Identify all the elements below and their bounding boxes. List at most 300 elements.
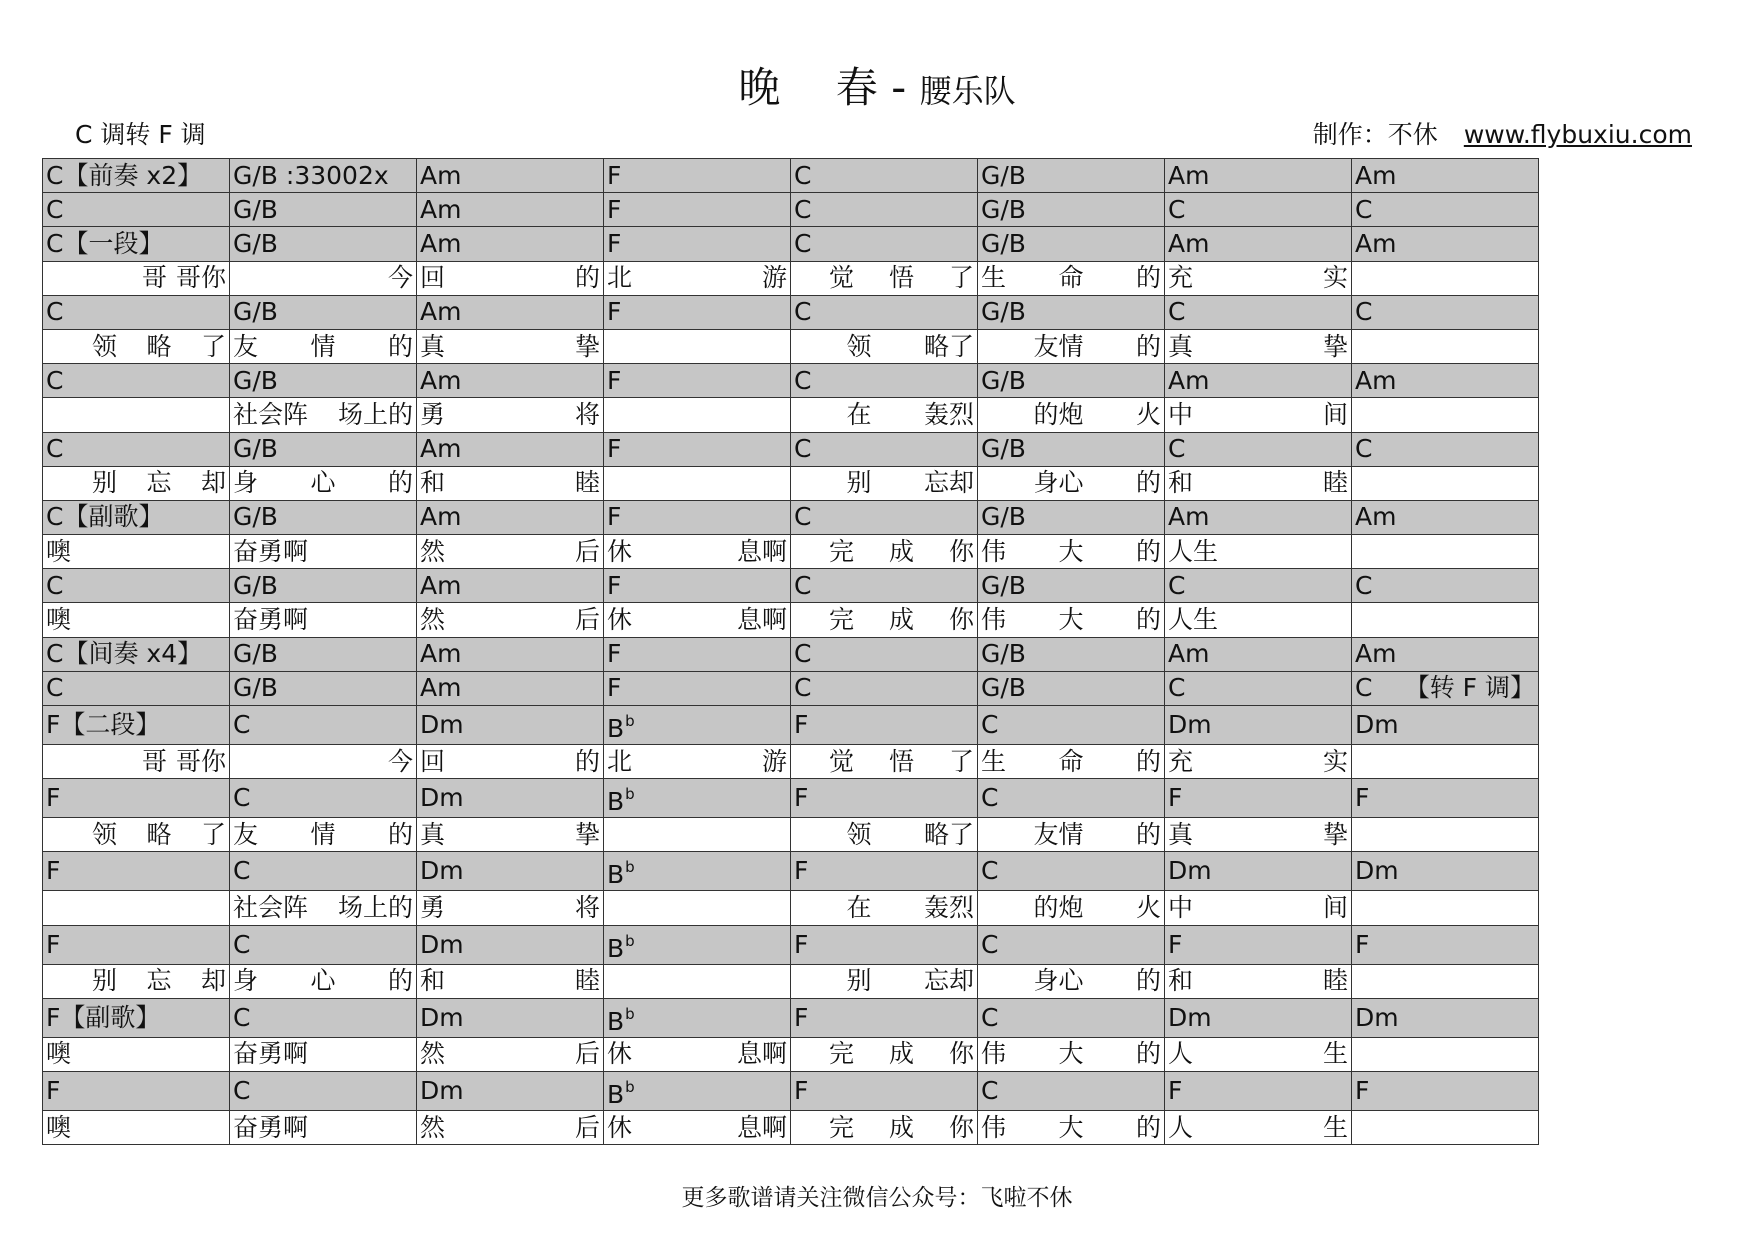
chord-label: F (46, 1075, 61, 1105)
lyric-words (607, 263, 787, 293)
lyric-word: 场上的 (337, 892, 413, 922)
lyric-word: 领 (846, 819, 872, 849)
chord-label: F (46, 783, 61, 813)
chord-label: F (46, 929, 61, 959)
chord-cell (978, 852, 1165, 891)
lyric-word: 伟 (981, 1112, 1007, 1142)
chord-cell (604, 1071, 791, 1110)
chord-cell (417, 637, 604, 671)
chord-cell (230, 1071, 417, 1110)
chord-label: C (46, 434, 64, 464)
chord-cell (43, 671, 230, 705)
lyric-cell (230, 745, 417, 779)
chord-cell (230, 569, 417, 603)
lyric-word: 挚 (574, 819, 600, 849)
lyric-cell (417, 818, 604, 852)
chord-label: G/B (981, 639, 1026, 669)
lyric-words (607, 537, 787, 567)
lyric-cell (1165, 603, 1352, 637)
lyric-cell (791, 1110, 978, 1144)
lyric-word: 大 (1058, 1112, 1084, 1142)
chord-cell (43, 779, 230, 818)
lyric-word: 实 (1322, 746, 1348, 776)
chord-label: Am (420, 570, 462, 600)
lyric-word: 的 (1135, 966, 1161, 996)
lyric-cell (1352, 818, 1539, 852)
lyric-words (794, 1039, 974, 1069)
chord-cell (791, 852, 978, 891)
chord-row (43, 1071, 1539, 1110)
chord-cell (604, 159, 791, 193)
chord-label: F (1168, 929, 1183, 959)
lyric-cell (1165, 1037, 1352, 1071)
lyric-word: 和 (1168, 966, 1194, 996)
lyric-cell (230, 818, 417, 852)
lyric-row (43, 535, 1539, 569)
lyric-cell (978, 466, 1165, 500)
lyric-cell (417, 398, 604, 432)
lyric-cell (417, 745, 604, 779)
chord-label: F (794, 929, 809, 959)
lyric-word: 哥你 (175, 263, 226, 293)
lyric-cell (791, 329, 978, 363)
lyric-cell (1165, 466, 1352, 500)
chord-label: F (1355, 783, 1370, 813)
lyric-word: 友 (233, 819, 259, 849)
chord-label: G/B (981, 160, 1026, 190)
lyric-word: 的 (1135, 605, 1161, 635)
lyric-word: 人生 (1168, 536, 1219, 566)
lyric-words (1168, 1039, 1348, 1069)
lyric-cell (1352, 398, 1539, 432)
lyric-words (420, 820, 600, 850)
lyric-word: 的 (387, 468, 413, 498)
lyric-cell (43, 964, 230, 998)
lyric-word: 真 (420, 331, 446, 361)
chord-label: F【副歌】 (46, 1002, 161, 1032)
lyric-word: 火 (1135, 892, 1161, 922)
lyric-words (46, 966, 226, 996)
chord-label: C (233, 1075, 251, 1105)
chord-cell (43, 925, 230, 964)
lyric-cell (604, 1037, 791, 1071)
chord-row (43, 364, 1539, 398)
lyric-words (794, 747, 974, 777)
lyric-word: 了 (948, 263, 974, 293)
chord-label: C【前奏 x2】 (46, 160, 203, 190)
chord-label: G/B (233, 673, 278, 703)
chord-label: G/B (981, 434, 1026, 464)
lyric-row (43, 466, 1539, 500)
lyric-words (607, 605, 787, 635)
lyric-word: 大 (1058, 1039, 1084, 1069)
chord-cell (417, 364, 604, 398)
credit-author: 制作：不休 (1312, 120, 1438, 149)
chord-cell (604, 569, 791, 603)
lyric-cell (1352, 535, 1539, 569)
lyric-word: 挚 (1322, 331, 1348, 361)
chord-cell (791, 159, 978, 193)
lyric-words (794, 966, 974, 996)
lyric-words (233, 1113, 413, 1143)
chord-cell (417, 569, 604, 603)
chord-label: Am (1168, 502, 1210, 532)
lyric-cell (1352, 1110, 1539, 1144)
chord-cell (604, 779, 791, 818)
chord-cell (791, 227, 978, 261)
chord-cell (604, 500, 791, 534)
chord-label: Am (420, 673, 462, 703)
lyric-word: 你 (948, 536, 974, 566)
lyric-words (981, 605, 1161, 635)
lyric-word: 息啊 (736, 536, 787, 566)
lyric-word: 实 (1322, 263, 1348, 293)
chord-label: C (46, 673, 64, 703)
lyric-word: 充 (1168, 746, 1194, 776)
chord-cell (791, 1071, 978, 1110)
chord-cell (978, 227, 1165, 261)
lyric-words (420, 893, 600, 923)
lyric-row (43, 261, 1539, 295)
lyric-words (420, 332, 600, 362)
lyric-word: 回 (420, 263, 446, 293)
lyric-words (420, 966, 600, 996)
chord-label: F (607, 639, 622, 669)
lyric-words (1168, 537, 1348, 567)
chord-label: Am (1168, 639, 1210, 669)
chord-label: Dm (1355, 1002, 1399, 1032)
chord-cell (1352, 779, 1539, 818)
key-change-marker: 【转 F 调】 (1404, 673, 1535, 703)
lyric-word: 友 (233, 331, 259, 361)
lyric-word: 了 (948, 746, 974, 776)
lyric-cell (604, 535, 791, 569)
chord-label: F (607, 228, 622, 258)
chord-cell (604, 852, 791, 891)
lyric-cell (43, 1110, 230, 1144)
lyric-words (46, 468, 226, 498)
lyric-word: 的 (1135, 263, 1161, 293)
lyric-word: 别 (92, 468, 118, 498)
chord-cell (1165, 569, 1352, 603)
lyric-word: 别 (846, 468, 872, 498)
lyric-words (233, 332, 413, 362)
chord-label: C (46, 365, 64, 395)
chord-cell (417, 779, 604, 818)
lyric-cell (604, 1110, 791, 1144)
chord-cell (417, 852, 604, 891)
lyric-word: 悟 (888, 263, 914, 293)
lyric-cell (791, 891, 978, 925)
chord-label: C (1168, 570, 1186, 600)
lyric-word: 奋勇啊 (233, 1112, 309, 1142)
lyric-words (607, 747, 787, 777)
lyric-cell (791, 818, 978, 852)
chord-cell (978, 637, 1165, 671)
lyric-words (794, 820, 974, 850)
lyric-word: 奋勇啊 (233, 536, 309, 566)
chord-cell (1352, 500, 1539, 534)
lyric-word: 在 (846, 399, 872, 429)
lyric-word: 略了 (923, 819, 974, 849)
lyric-cell (230, 329, 417, 363)
chord-label: G/B :33002x (233, 160, 389, 190)
lyric-cell (230, 603, 417, 637)
lyric-cell (791, 535, 978, 569)
chord-label: C (981, 710, 999, 739)
chord-cell (1352, 159, 1539, 193)
chord-label: C (1168, 434, 1186, 464)
lyric-words (981, 1039, 1161, 1069)
chord-label: Am (420, 502, 462, 532)
chord-label: F (794, 1002, 809, 1032)
lyric-cell (230, 964, 417, 998)
lyric-cell (1352, 466, 1539, 500)
lyric-word: 生 (981, 746, 1007, 776)
lyric-cell (1165, 329, 1352, 363)
chord-label: F (607, 365, 622, 395)
lyric-cell (43, 535, 230, 569)
lyric-word: 噢 (46, 1112, 72, 1142)
lyric-word: 的 (387, 819, 413, 849)
chord-label: Am (420, 194, 462, 224)
lyric-word: 睦 (574, 468, 600, 498)
chord-cell (791, 364, 978, 398)
lyric-words (420, 537, 600, 567)
lyric-word: 真 (420, 819, 446, 849)
chord-label: F (607, 502, 622, 532)
lyric-word: 友情 (1033, 819, 1084, 849)
lyric-words (233, 966, 413, 996)
song-title (0, 58, 1754, 121)
chord-cell (791, 500, 978, 534)
lyric-word: 了 (200, 331, 226, 361)
lyric-cell (43, 891, 230, 925)
lyric-word: 息啊 (736, 1112, 787, 1142)
lyric-words (981, 1113, 1161, 1143)
chord-cell (43, 852, 230, 891)
lyric-word: 息啊 (736, 605, 787, 635)
chord-label: Dm (1168, 710, 1212, 739)
lyric-word: 将 (574, 399, 600, 429)
lyric-word: 心 (310, 966, 336, 996)
chord-row (43, 193, 1539, 227)
lyric-word: 忘 (146, 966, 172, 996)
chord-cell (978, 364, 1165, 398)
chord-cell (417, 500, 604, 534)
chord-label: F (1168, 1075, 1183, 1105)
lyric-cell (230, 398, 417, 432)
lyric-cell (43, 1037, 230, 1071)
chord-label: F (46, 856, 61, 886)
lyric-words (1168, 332, 1348, 362)
lyric-word: 后 (574, 605, 600, 635)
lyric-words (1168, 400, 1348, 430)
chord-label: $B^b$ (607, 1077, 635, 1109)
lyric-word: 忘却 (923, 468, 974, 498)
chord-row (43, 569, 1539, 603)
chord-cell (791, 295, 978, 329)
chord-label: F (607, 434, 622, 464)
lyric-word: 勇 (420, 892, 446, 922)
lyric-words (981, 820, 1161, 850)
website-link[interactable]: www.flybuxiu.com (1463, 120, 1692, 149)
lyric-word: 轰烈 (923, 399, 974, 429)
lyric-words (607, 1039, 787, 1069)
lyric-row (43, 1110, 1539, 1144)
lyric-word: 睦 (1322, 966, 1348, 996)
chord-cell (43, 706, 230, 745)
lyric-word: 身 (233, 468, 259, 498)
lyric-word: 伟 (981, 605, 1007, 635)
chord-label: C (233, 856, 251, 886)
lyric-word: 的 (1135, 819, 1161, 849)
chord-label: F (607, 673, 622, 703)
chord-label: Am (420, 228, 462, 258)
lyric-row (43, 891, 1539, 925)
lyric-words (1168, 605, 1348, 635)
chord-cell (417, 295, 604, 329)
lyric-word: 却 (200, 468, 226, 498)
lyric-cell (417, 603, 604, 637)
chord-label: $B^b$ (607, 858, 635, 890)
lyric-words (794, 605, 974, 635)
lyric-word: 然 (420, 1112, 446, 1142)
chord-cell (1352, 1071, 1539, 1110)
chord-cell (1352, 227, 1539, 261)
chord-label: Am (1355, 160, 1397, 190)
lyric-word: 睦 (1322, 468, 1348, 498)
chord-cell (43, 193, 230, 227)
lyric-word: 后 (574, 1112, 600, 1142)
lyric-cell (1352, 329, 1539, 363)
lyric-words (420, 263, 600, 293)
chord-label: C (794, 194, 812, 224)
chord-cell (1352, 925, 1539, 964)
lyric-cell (791, 1037, 978, 1071)
chord-cell (1165, 706, 1352, 745)
lyric-cell (417, 466, 604, 500)
chord-cell (978, 1071, 1165, 1110)
chord-cell (417, 998, 604, 1037)
chord-label: G/B (981, 365, 1026, 395)
lyric-word: 你 (948, 605, 974, 635)
chord-row (43, 159, 1539, 193)
lyric-words (233, 747, 413, 777)
chord-cell (1352, 998, 1539, 1037)
chord-cell (978, 671, 1165, 705)
chord-cell (1352, 193, 1539, 227)
chord-label: C (46, 194, 64, 224)
lyric-word: 社会阵 (233, 399, 309, 429)
chord-label: Am (1168, 228, 1210, 258)
lyric-words (794, 1113, 974, 1143)
lyric-word: 然 (420, 536, 446, 566)
chord-cell (1352, 706, 1539, 745)
lyric-word: 哥 (142, 263, 168, 293)
lyric-word: 奋勇啊 (233, 605, 309, 635)
lyric-word: 成 (888, 536, 914, 566)
chord-label: C【间奏 x4】 (46, 639, 203, 669)
lyric-words (607, 1113, 787, 1143)
lyric-cell (1165, 818, 1352, 852)
chord-label: G/B (233, 297, 278, 327)
chord-cell (43, 569, 230, 603)
lyric-word: 休 (607, 1112, 633, 1142)
lyric-word: 的 (1135, 536, 1161, 566)
chord-cell (230, 852, 417, 891)
lyric-word: 游 (761, 746, 787, 776)
lyric-words (46, 537, 226, 567)
lyric-word: 情 (310, 331, 336, 361)
chord-label: Am (420, 434, 462, 464)
lyric-word: 火 (1135, 399, 1161, 429)
lyric-word: 游 (761, 263, 787, 293)
lyric-row (43, 745, 1539, 779)
chord-cell (978, 998, 1165, 1037)
chord-cell (1165, 193, 1352, 227)
lyric-word: 友情 (1033, 331, 1084, 361)
lyric-word: 完 (828, 1112, 854, 1142)
lyric-word: 却 (200, 966, 226, 996)
chord-cell (604, 227, 791, 261)
lyric-cell (417, 535, 604, 569)
title-text: 晚 春 (738, 63, 878, 112)
chord-label: Am (420, 365, 462, 395)
lyric-cell (1165, 964, 1352, 998)
chord-cell (417, 159, 604, 193)
chord-cell (230, 637, 417, 671)
chord-label: Am (1355, 639, 1397, 669)
lyric-words (1168, 966, 1348, 996)
lyric-word: 北 (607, 263, 633, 293)
chord-label: C (233, 1002, 251, 1032)
chord-cell (43, 295, 230, 329)
lyric-word: 真 (1168, 819, 1194, 849)
lyric-word: 略了 (923, 331, 974, 361)
lyric-word: 略 (146, 819, 172, 849)
lyric-cell (417, 1037, 604, 1071)
lyric-word: 的 (574, 263, 600, 293)
lyric-cell (604, 398, 791, 432)
chord-cell (978, 295, 1165, 329)
chord-cell (1165, 671, 1352, 705)
lyric-word: 勇 (420, 399, 446, 429)
chord-cell (978, 706, 1165, 745)
lyric-cell (604, 891, 791, 925)
lyric-cell (417, 329, 604, 363)
chord-cell (1352, 364, 1539, 398)
chord-label: C (981, 1075, 999, 1105)
chord-label: C (1355, 434, 1373, 464)
chord-cell (978, 569, 1165, 603)
chord-cell (43, 364, 230, 398)
chord-label: G/B (233, 228, 278, 258)
chord-cell (791, 779, 978, 818)
lyric-word: 命 (1058, 746, 1084, 776)
chord-label: G/B (233, 570, 278, 600)
chord-cell (604, 925, 791, 964)
lyric-word: 息啊 (736, 1039, 787, 1069)
lyric-word: 的 (1135, 746, 1161, 776)
lyric-cell (978, 745, 1165, 779)
lyric-words (794, 893, 974, 923)
lyric-word: 身心 (1033, 966, 1084, 996)
chord-cell (1352, 671, 1539, 705)
lyric-cell (978, 964, 1165, 998)
lyric-word: 觉 (828, 746, 854, 776)
chord-label: F (1355, 1075, 1370, 1105)
